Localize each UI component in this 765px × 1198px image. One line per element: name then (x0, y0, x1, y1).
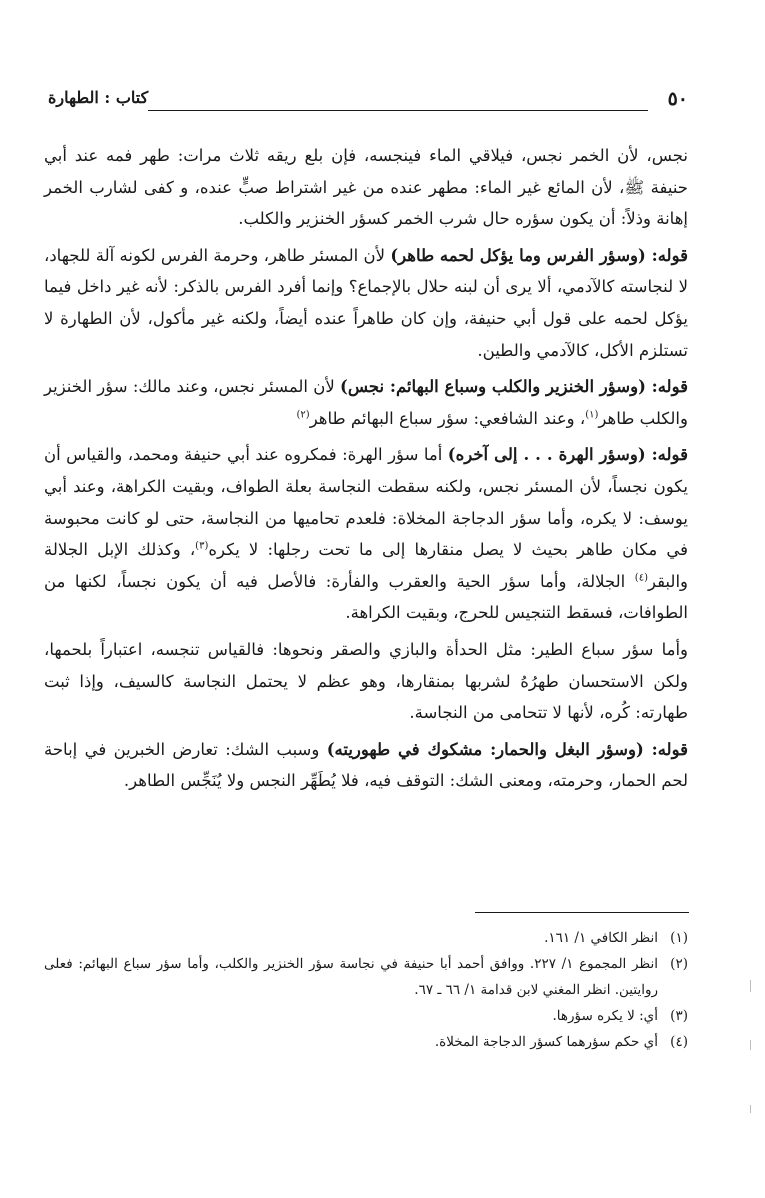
header-rule (148, 110, 648, 111)
paragraph (44, 371, 688, 434)
footnote-text: انظر المجموع ١/ ٢٢٧. ووافق أحمد أبا حنيفة في نجاسة سؤر الخنزير والكلب، وأما سؤر سباع البهائم: فعلى روايتين. انظر المغني لابن قدامة ١/ ٦٦ ـ ٦٧. (44, 956, 658, 998)
footnote (44, 1003, 688, 1029)
qawluhu-label: قوله: (651, 739, 688, 759)
paragraph-text: لأن المسئر طاهر، وحرمة الفرس لكونه آلة للجهاد، لا لنجاسته كالآدمي، ألا يرى أن لبنه حلال بالإجماع؟ وإنما أفرد الفرس بالذكر: لأنه غير داخل فيما يؤكل لحمه على قول أبي حنيفة، وإن كان طاهراً عنده أيضاً، ولكنه غير مأكول، لأن الطهارة لا تستلزم الأكل، كالآدمي والطين. (44, 245, 688, 360)
footnote-number: (٣) (670, 1008, 688, 1024)
footnote (44, 925, 688, 951)
paragraph-text: وأما سؤر سباع الطير: مثل الحدأة والبازي والصقر ونحوها: فالقياس تنجسه، اعتباراً بلحمها، ولكن الاستحسان طهرُهُ لشربها بمنقارها، وهو عظم لا يحتمل النجاسة كالسيف، وإذا ثبت طهارته: كُره، لأنها لا تتحامى من النجاسة. (44, 639, 688, 723)
footnote-number: (١) (670, 930, 688, 946)
footnote-ref: (١) (585, 409, 599, 421)
qawluhu-label: قوله: (651, 377, 689, 397)
paragraph-text: ، وعند الشافعي: سؤر سباع البهائم طاهر (309, 408, 586, 428)
page-number: ٥٠ (667, 88, 688, 110)
scan-speck (750, 980, 751, 992)
paragraph (44, 240, 688, 366)
matn-quote: (وسؤر البغل والحمار: مشكوك في طهوريته) (326, 739, 652, 759)
paragraph (44, 734, 688, 797)
paragraph-text: الجلالة، وأما سؤر الحية والعقرب والفأرة: فالأصل فيه أن يكون نجساً، لكنها من الطوافات، فسقط التنجيس للحرج، وبقيت الكراهة. (44, 571, 688, 623)
matn-quote: (وسؤر الفرس وما يؤكل لحمه طاهر) (390, 245, 652, 265)
qawluhu-label: قوله: (651, 245, 688, 265)
paragraph-text: أما سؤر الهرة: فمكروه عند أبي حنيفة ومحمد، والقياس أن يكون نجساً، لأن المسئر نجس، ولكنه سقطت النجاسة بعلة الطواف، وبقيت الكراهة، وعند أبي يوسف: لا يكره، وأما سؤر الدجاجة المخلاة: فلعدم تحاميها من النجاسة، حتى لو كانت محبوسة في مكان طاهر بحيث لا يصل منقارها إلى ما تحت رجلها: لا يكره (44, 445, 688, 560)
main-text (44, 140, 688, 802)
footnotes (44, 925, 688, 1055)
paragraph-text: لأن المسئر نجس، وعند مالك: سؤر الخنزير والكلب طاهر (44, 377, 688, 428)
scan-speck (750, 1040, 751, 1050)
paragraph-text: وسبب الشك: تعارض الخبرين في إباحة لحم الحمار، وحرمته، ومعنى الشك: التوقف فيه، فلا يُطَهِّر النجس ولا يُنَجِّس الطاهر. (44, 739, 688, 791)
matn-quote: (وسؤر الهرة . . . إلى آخره) (447, 445, 652, 465)
footnote (44, 1029, 688, 1055)
qawluhu-label: قوله: (651, 445, 688, 465)
paragraph (44, 634, 688, 729)
footnote-ref: (٤) (634, 572, 648, 584)
footnote-separator (475, 912, 689, 913)
footnote-ref: (٢) (296, 409, 310, 421)
running-title: كتاب : الطهارة (48, 88, 149, 107)
footnote (44, 951, 688, 1003)
page-header (48, 88, 688, 118)
paragraph-text: نجس، لأن الخمر نجس، فيلاقي الماء فينجسه، فإن بلع ريقه ثلاث مرات: طهر فمه عند أبي حنيفة ﷺ، لأن المائع غير الماء: مطهر عنده من غير اشتراط صبٍّ عنده، و كفى لشارب الخمر إهانة وذلاً: أن يكون سؤره حال شرب الخمر كسؤر الخنزير والكلب. (44, 146, 688, 229)
paragraph (44, 439, 688, 629)
footnote-text: أي: لا يكره سؤرها. (552, 1008, 658, 1024)
footnote-number: (٢) (670, 956, 688, 972)
matn-quote: (وسؤر الخنزير والكلب وسباع البهائم: نجس) (340, 377, 652, 397)
scan-speck (750, 1105, 751, 1113)
paragraph-text: ، وكذلك الإبل الجلالة والبقر (44, 540, 688, 591)
footnote-number: (٤) (670, 1034, 688, 1050)
footnote-text: أي حكم سؤرهما كسؤر الدجاجة المخلاة. (434, 1034, 658, 1050)
paragraph (44, 140, 688, 235)
footnote-text: انظر الكافي ١/ ١٦١. (544, 930, 658, 946)
footnote-ref: (٣) (195, 540, 209, 552)
